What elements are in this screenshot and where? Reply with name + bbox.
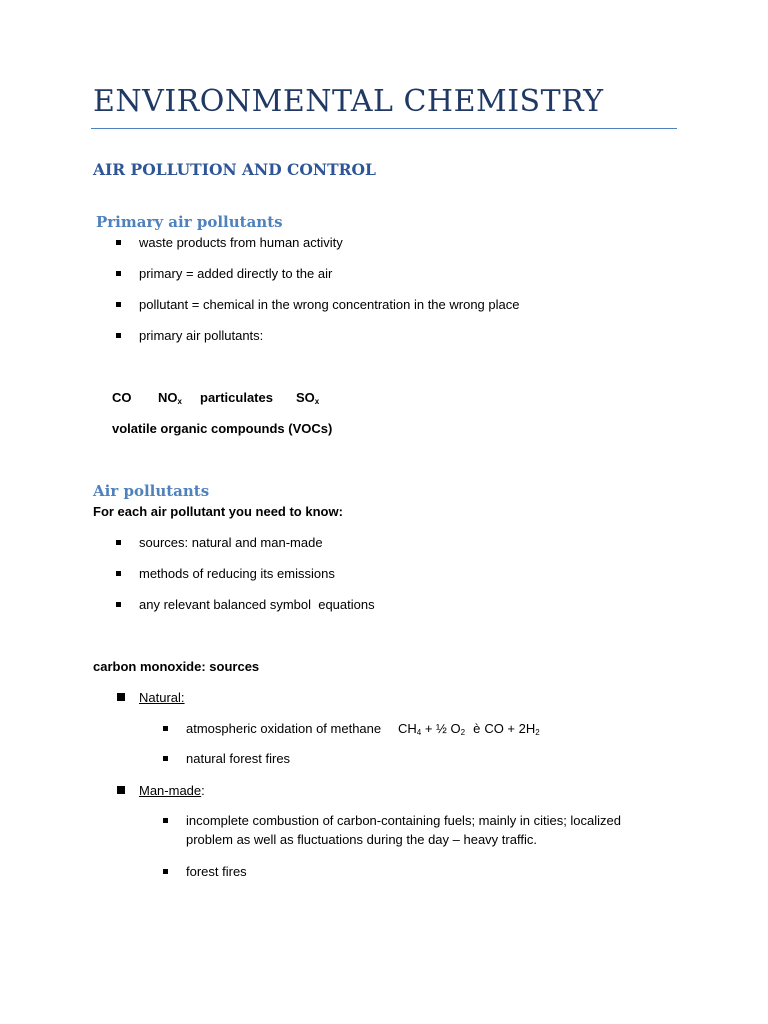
pollutant-co: CO <box>112 390 132 405</box>
title-underline <box>91 128 677 129</box>
pollutant-nox: $NO_x$ <box>158 390 182 406</box>
bullet-square <box>163 869 168 874</box>
document-title: ENVIRONMENTAL CHEMISTRY <box>93 84 604 119</box>
bullet-square <box>116 540 121 545</box>
bullet-square <box>116 271 121 276</box>
methane-equation: $CH_4$ + ½ $O_2$ è CO + $2H_2$ <box>398 721 540 737</box>
bullet-square-large <box>117 786 125 794</box>
air-pollutants-intro: For each air pollutant you need to know: <box>93 504 343 519</box>
co-sources-heading: carbon monoxide: sources <box>93 659 260 674</box>
bullet-square <box>163 726 168 731</box>
bullet-square <box>116 302 121 307</box>
pollutant-particulates: particulates <box>200 390 273 405</box>
pollutant-vocs: volatile organic compounds (VOCs) <box>112 421 333 436</box>
primary-bullet-2: primary = added directly to the air <box>139 266 333 281</box>
air-bullet-3: any relevant balanced symbol equations <box>139 597 375 612</box>
pollutant-sox: $SO_x$ <box>296 390 320 406</box>
bullet-square <box>163 818 168 823</box>
manmade-label: Man-made: <box>139 783 205 798</box>
primary-bullet-1: waste products from human activity <box>139 235 343 250</box>
natural-item-2: natural forest fires <box>186 751 291 766</box>
natural-item-1: atmospheric oxidation of methane <box>186 721 382 736</box>
bullet-square-large <box>117 693 125 701</box>
primary-pollutants-heading: Primary air pollutants <box>96 213 283 231</box>
air-bullet-2: methods of reducing its emissions <box>139 566 335 581</box>
bullet-square <box>116 240 121 245</box>
section-heading: AIR POLLUTION AND CONTROL <box>93 160 376 179</box>
arrow-glyph: è <box>473 721 481 736</box>
air-pollutants-heading: Air pollutants <box>93 482 210 500</box>
bullet-square <box>116 571 121 576</box>
primary-bullet-4: primary air pollutants: <box>139 328 264 343</box>
air-bullet-1: sources: natural and man-made <box>139 535 323 550</box>
bullet-square <box>116 602 121 607</box>
manmade-item-1: incomplete combustion of carbon-containing fuels; mainly in cities; localized problem as well as fluctuations during the day – heavy traffic. <box>186 813 621 847</box>
bullet-square <box>116 333 121 338</box>
bullet-square <box>163 756 168 761</box>
manmade-item-2: forest fires <box>186 864 247 879</box>
primary-bullet-3: pollutant = chemical in the wrong concentration in the wrong place <box>139 297 520 312</box>
natural-label: Natural: <box>139 690 185 705</box>
